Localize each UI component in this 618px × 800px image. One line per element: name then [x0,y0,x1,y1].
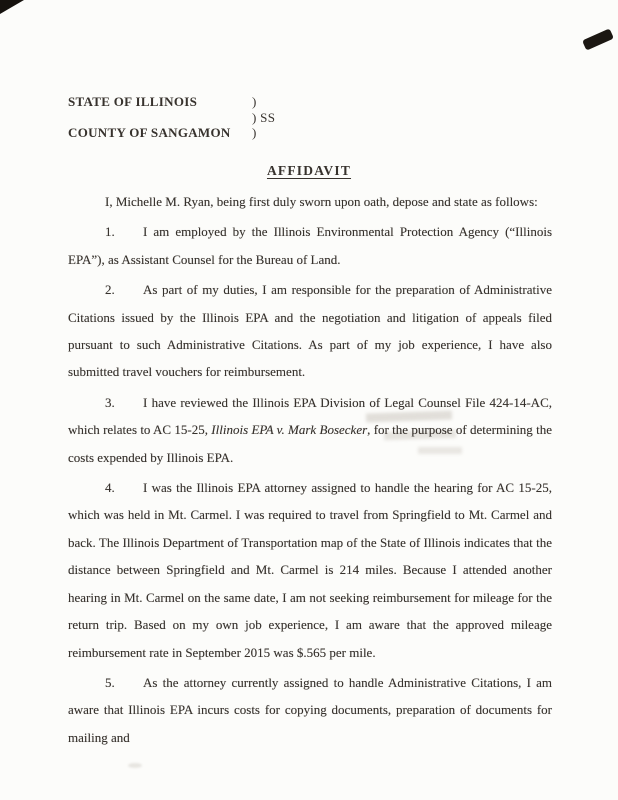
paren-mark: ) [252,94,257,109]
case-name: Illinois EPA v. Mark Bosecker [211,422,368,438]
ss-line: ) SS [252,109,276,125]
paragraph-text: As part of my duties, I am responsible for the preparation of Administrative Citations issued by the Illinois EPA and the negotiation and litigation of appeals filed pursuant to such Administrative Citations. As part of my job experience, I have also submitted travel vouchers for reimbursement. [68,282,552,380]
county-row [68,125,275,141]
ss-row [68,110,275,126]
paragraph-number: 1. [105,224,115,240]
paragraph-text: I was the Illinois EPA attorney assigned to handle the hearing for AC 15-25, which was held in Mt. Carmel. I was required to travel from Springfield to Mt. Carmel and back. The Illinois Department of Transportation map of the State of Illinois indicates that the distance between Springfield and Mt. Carmel is 214 miles. Because I attended another hearing in Mt. Carmel on the same date, I am not seeking reimbursement for mileage for the return trip. Based on my own job experience, I am aware that the approved mileage reimbursement rate in September 2015 was $.565 per mile. [68,480,552,660]
paragraph-text: As the attorney currently assigned to handle Administrative Citations, I am aware that Illinois EPA incurs costs for copying documents, preparation of documents for mailing and [68,674,552,745]
paragraph-number: 2. [105,282,115,298]
paragraph-number: 5. [105,674,115,690]
state-line: STATE OF ILLINOIS [68,94,198,109]
paragraph-number: 4. [105,480,115,496]
document-title-text: AFFIDAVIT [266,163,352,178]
affidavit-body [68,188,552,754]
paragraph-1 [68,218,552,273]
state-row [68,94,275,110]
scan-artifact-top-right-mark [582,28,614,50]
intro-paragraph: I, Michelle M. Ryan, being first duly sworn upon oath, depose and state as follows: [105,194,538,209]
paragraph-text: I am employed by the Illinois Environmental Protection Agency (“Illinois EPA”), as Assistant Counsel for the Bureau of Land. [68,224,552,267]
paragraph-text: , for the purpose of determining the costs expended by Illinois EPA. [68,422,553,465]
scan-artifact-bottom-smudge [128,763,142,768]
document-title [0,163,618,179]
paragraph-text: I have reviewed the Illinois EPA Division of Legal Counsel File 424-14-AC, which relates to AC 15-25, [68,394,552,438]
paragraph-4 [68,474,552,666]
paragraph-number: 3. [105,394,115,410]
paragraph-5 [68,669,552,751]
county-line: COUNTY OF SANGAMON [68,125,231,141]
paren-mark: ) [252,125,257,141]
paragraph-2 [68,276,552,386]
paragraph-3 [68,389,552,471]
scan-artifact-top-left-corner [0,0,24,14]
venue-caption [68,94,275,141]
